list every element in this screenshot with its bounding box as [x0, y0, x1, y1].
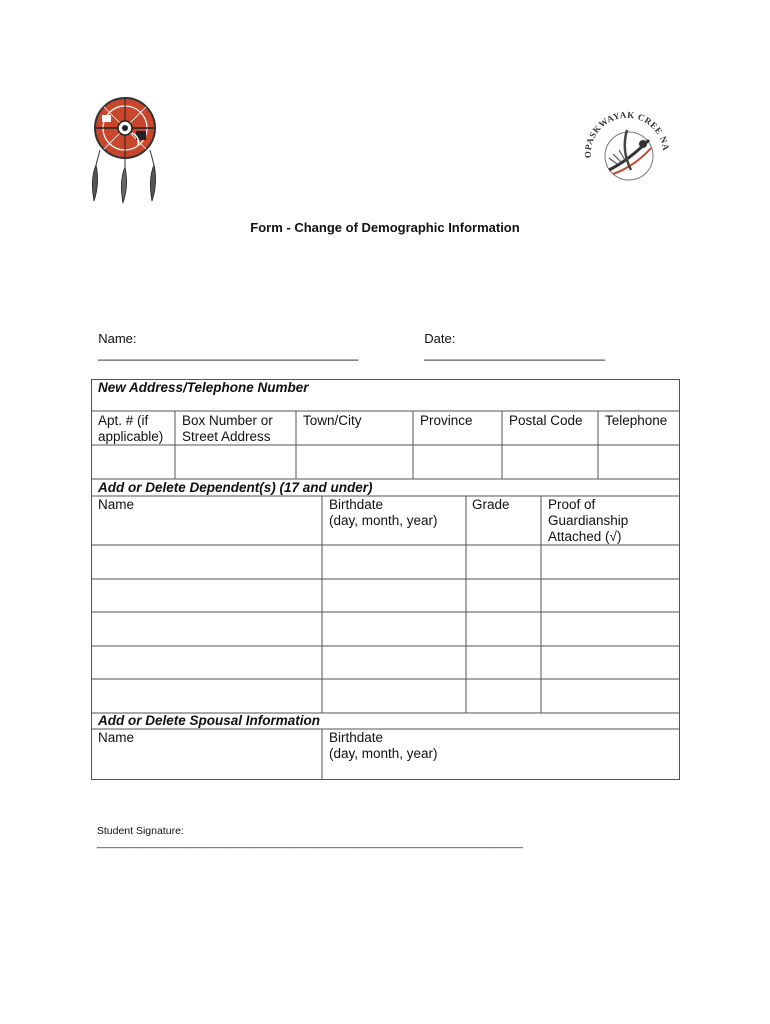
column-spouse-name: Name — [98, 730, 135, 745]
column-spouse-birthdate: Birthdate (day, month, year) — [329, 730, 438, 761]
date-blank-line[interactable]: _________________________ — [424, 346, 605, 361]
spousal-section-heading: Add or Delete Spousal Information — [98, 713, 321, 728]
address-section-heading: New Address/Telephone Number — [98, 380, 309, 395]
name-field[interactable] — [91, 316, 359, 361]
form-title: Form - Change of Demographic Information — [250, 220, 520, 235]
column-telephone: Telephone — [605, 413, 668, 428]
opaskwayak-cree-nation-logo — [577, 100, 673, 190]
column-proof-of-guardianship: Proof of Guardianship Attached (√) — [548, 497, 629, 544]
column-dependent-birthdate: Birthdate (day, month, year) — [329, 497, 438, 528]
name-label: Name: — [98, 331, 137, 346]
signature-label: Student Signature: — [96, 825, 184, 837]
signature-blank-line[interactable]: _________________________________________________________________________ — [96, 837, 524, 849]
svg-text:OPASKWAYAK CREE NATION: OPASKWAYAK CREE NA — [582, 109, 672, 159]
demographic-form-table — [91, 379, 680, 780]
column-dependent-name: Name — [98, 497, 135, 512]
date-label: Date: — [424, 331, 456, 346]
dependents-section-heading: Add or Delete Dependent(s) (17 and under) — [98, 480, 373, 495]
date-field[interactable] — [417, 316, 605, 361]
column-town-city: Town/City — [303, 413, 362, 428]
column-apt: Apt. # (if applicable) — [98, 413, 164, 444]
dreamcatcher-logo — [82, 95, 168, 207]
column-province: Province — [420, 413, 473, 428]
student-signature-field[interactable] — [91, 813, 523, 849]
column-postal-code: Postal Code — [509, 413, 583, 428]
column-grade: Grade — [472, 497, 510, 512]
name-blank-line[interactable]: ____________________________________ — [98, 346, 359, 361]
column-street-address: Box Number or Street Address — [182, 413, 273, 444]
